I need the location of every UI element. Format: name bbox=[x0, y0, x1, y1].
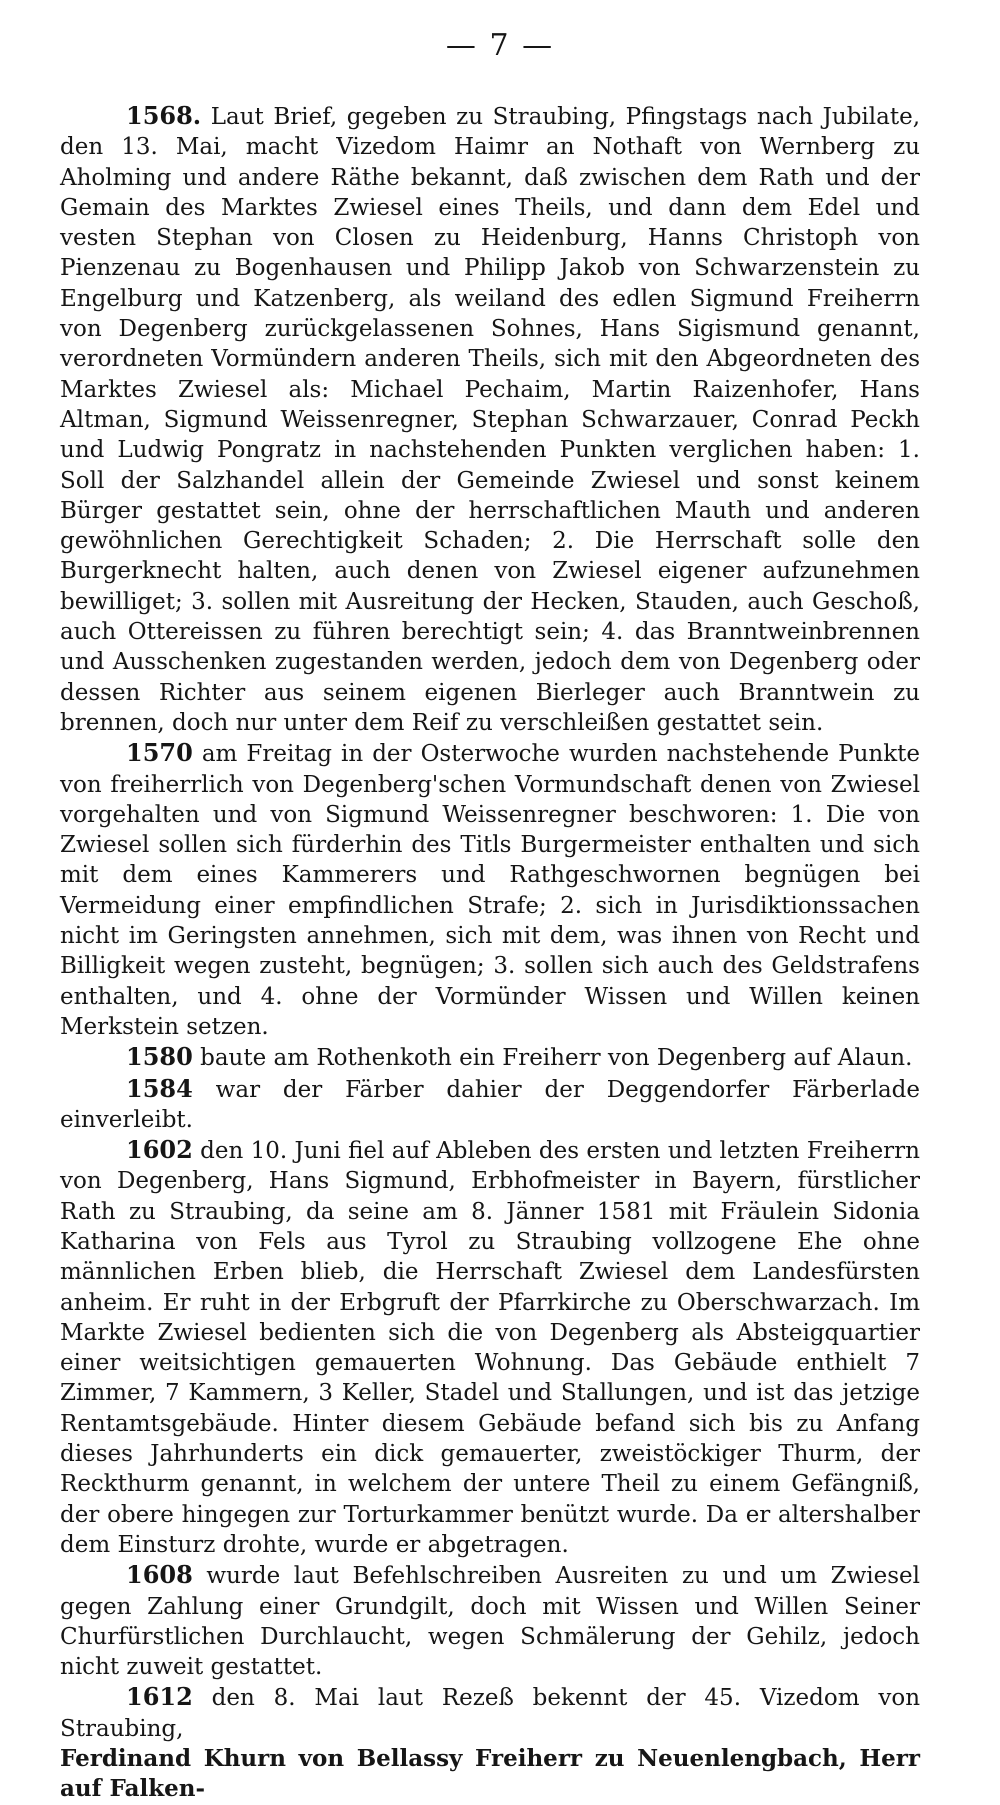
entry-1602 bbox=[60, 1135, 920, 1560]
entry-year: 1612 bbox=[126, 1682, 193, 1712]
entry-year: 1570 bbox=[126, 738, 193, 768]
entry-1612-continuation: Ferdinand Khurn von Bellassy Freiherr zu Neuenlengbach, Herr auf Falken- bbox=[60, 1745, 920, 1803]
entry-text: wurde laut Befehlschreiben Ausreiten zu und um Zwiesel gegen Zahlung einer Grundgilt, doch mit Wissen und Willen Seiner Churfürstlichen Durchlaucht, wegen Schmälerung der Gehilz, jedoch nicht zuweit gestattet. bbox=[60, 1563, 920, 1681]
entry-1580 bbox=[60, 1042, 920, 1073]
entry-year: 1584 bbox=[126, 1073, 193, 1103]
entry-1570 bbox=[60, 738, 920, 1042]
entry-text: war der Färber dahier der Deggendorfer Färberlade einverleibt. bbox=[60, 1076, 920, 1133]
entry-1608 bbox=[60, 1560, 920, 1682]
entry-year: 1602 bbox=[126, 1135, 193, 1165]
entry-year: 1580 bbox=[126, 1042, 193, 1072]
chronicle-text bbox=[60, 101, 920, 1805]
entry-1584 bbox=[60, 1074, 920, 1136]
entry-1568 bbox=[60, 101, 920, 738]
entry-text: Laut Brief, gegeben zu Straubing, Pfingstags nach Jubilate, den 13. Mai, macht Vizedom Haimr an Nothaft von Wernberg zu Aholming und andere Räthe bekannt, daß zwischen dem Rath und der Gemain des Marktes Zwiesel eines Theils, und dann dem Edel und vesten Stephan von Closen zu Heidenburg, Hanns Christoph von Pienzenau zu Bogenhausen und Philipp Jakob von Schwarzenstein zu Engelburg und Katzenberg, als weiland des edlen Sigmund Freiherrn von Degenberg zurückgelassenen Sohnes, Hans Sigismund genannt, verordneten Vormündern anderen Theils, sich mit den Abgeordneten des Marktes Zwiesel als: Michael Pechaim, Martin Raizenhofer, Hans Altman, Sigmund Weissenregner, Stephan Schwarzauer, Conrad Peckh und Ludwig Pongratz in nachstehenden Punkten verglichen haben: 1. Soll der Salzhandel allein der Gemeinde Zwiesel und sonst keinem Bürger gestattet sein, ohne der herrschaftlichen Mauth und anderen gewöhnlichen Gerechtigkeit Schaden; 2. Die Herrschaft solle den Burgerknecht halten, auch denen von Zwiesel eigener aufzunehmen bewilliget; 3. sollen mit Ausreitung der Hecken, Stauden, auch Geschoß, auch Ottereissen zu führen berechtigt sein; 4. das Branntweinbrennen und Ausschenken zugestanden werden, jedoch dem von Degenberg oder dessen Richter aus seinem eigenen Bierleger auch Branntwein zu brennen, doch nur unter dem Reif zu verschleißen gestattet sein. bbox=[60, 104, 921, 736]
entry-text: den 8. Mai laut Rezeß bekennt der 45. Vizedom von Straubing, bbox=[60, 1685, 921, 1742]
entry-year: 1568. bbox=[126, 101, 202, 130]
page-number: — 7 — bbox=[445, 28, 555, 63]
entry-year: 1608 bbox=[126, 1560, 193, 1590]
entry-text: baute am Rothenkoth ein Freiherr von Degenberg auf Alaun. bbox=[200, 1045, 913, 1072]
entry-text: am Freitag in der Osterwoche wurden nachstehende Punkte von freiherrlich von Degenberg'schen Vormundschaft denen von Zwiesel vorgehalten und von Sigmund Weissenregner beschworen: 1. Die von Zwiesel sollen sich fürderhin des Titls Burgermeister enthalten und sich mit dem eines Kammerers und Rathgeschwornen begnügen bei Vermeidung einer empfindlichen Strafe; 2. sich in Jurisdiktionssachen nicht im Geringsten annehmen, sich mit dem, was ihnen von Recht und Billigkeit wegen zusteht, begnügen; 3. sollen sich auch des Geldstrafens enthalten, und 4. ohne der Vormünder Wissen und Willen keinen Merkstein setzen. bbox=[60, 741, 920, 1040]
entry-text: den 10. Juni fiel auf Ableben des ersten und letzten Freiherrn von Degenberg, Hans Sigmund, Erbhofmeister in Bayern, fürstlicher Rath zu Straubing, da seine am 8. Jänner 1581 mit Fräulein Sidonia Katharina von Fels aus Tyrol zu Straubing vollzogene Ehe ohne männlichen Erben blieb, die Herrschaft Zwiesel dem Landesfürsten anheim. Er ruht in der Erbgruft der Pfarrkirche zu Oberschwarzach. Im Markte Zwiesel bedienten sich die von Degenberg als Absteigquartier einer weitsichtigen gemauerten Wohnung. Das Gebäude enthielt 7 Zimmer, 7 Kammern, 3 Keller, Stadel und Stallungen, und ist das jetzige Rentamtsgebäude. Hinter diesem Gebäude befand sich bis zu Anfang dieses Jahrhunderts ein dick gemauerter, zweistöckiger Thurm, der Reckthurm genannt, in welchem der untere Theil zu einem Gefängniß, der obere hingegen zur Torturkammer benützt wurde. Da er altershalber dem Einsturz drohte, wurde er abgetragen. bbox=[60, 1138, 920, 1558]
entry-1612 bbox=[60, 1682, 920, 1744]
